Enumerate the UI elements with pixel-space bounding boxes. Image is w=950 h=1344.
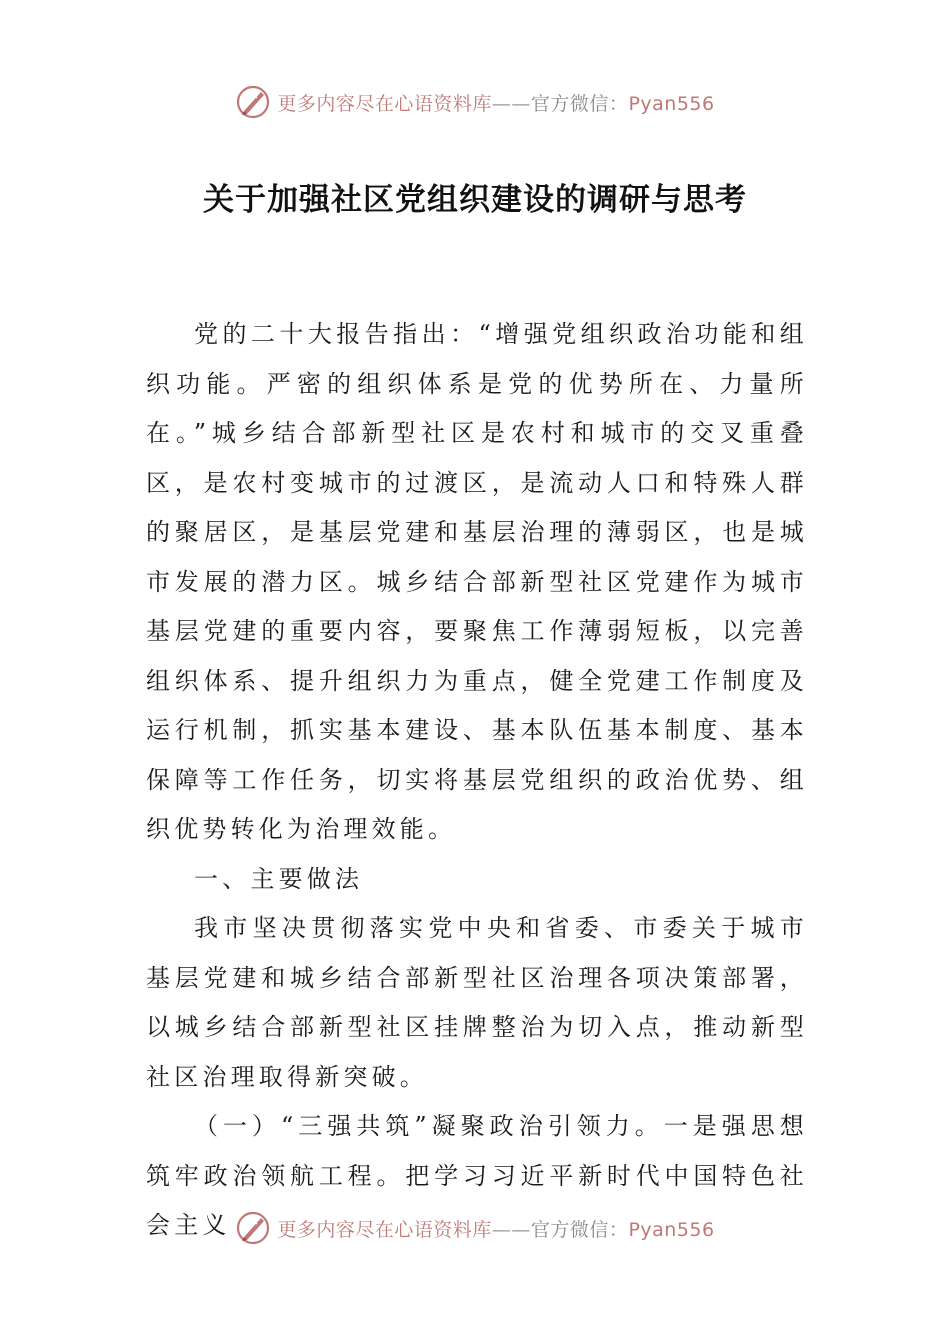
header-watermark: [0, 82, 950, 122]
watermark-text: 更多内容尽在心语资料库——官方微信：Pyan556: [277, 1218, 715, 1241]
pen-logo-icon: [235, 1210, 271, 1246]
paragraph: （一）“三强共筑”凝聚政治引领力。一是强思想筑牢政治领航工程。把学习习近平新时代中国特色社会主义: [146, 1112, 808, 1239]
paragraph: 我市坚决贯彻落实党中央和省委、市委关于城市基层党建和城乡结合部新型社区治理各项决策部署，以城乡结合部新型社区挂牌整治为切入点，推动新型社区治理取得新突破。: [146, 914, 808, 1091]
watermark-text: 更多内容尽在心语资料库——官方微信：Pyan556: [277, 92, 715, 115]
section-heading: 一、主要做法: [194, 864, 364, 893]
document-body: [146, 310, 808, 1251]
document-title: 关于加强社区党组织建设的调研与思考: [203, 182, 747, 218]
footer-watermark: [0, 1208, 950, 1248]
paragraph: 党的二十大报告指出：“增强党组织政治功能和组织功能。严密的组织体系是党的优势所在、力量所在。”城乡结合部新型社区是农村和城市的交叉重叠区，是农村变城市的过渡区，是流动人口和特殊人群的聚居区，是基层党建和基层治理的薄弱区，也是城市发展的潜力区。城乡结合部新型社区党建作为城市基层党建的重要内容，要聚焦工作薄弱短板，以完善组织体系、提升组织力为重点，健全党建工作制度及运行机制，抓实基本建设、基本队伍基本制度、基本保障等工作任务，切实将基层党组织的政治优势、组织优势转化为治理效能。: [146, 320, 808, 843]
pen-logo-icon: [235, 84, 271, 120]
